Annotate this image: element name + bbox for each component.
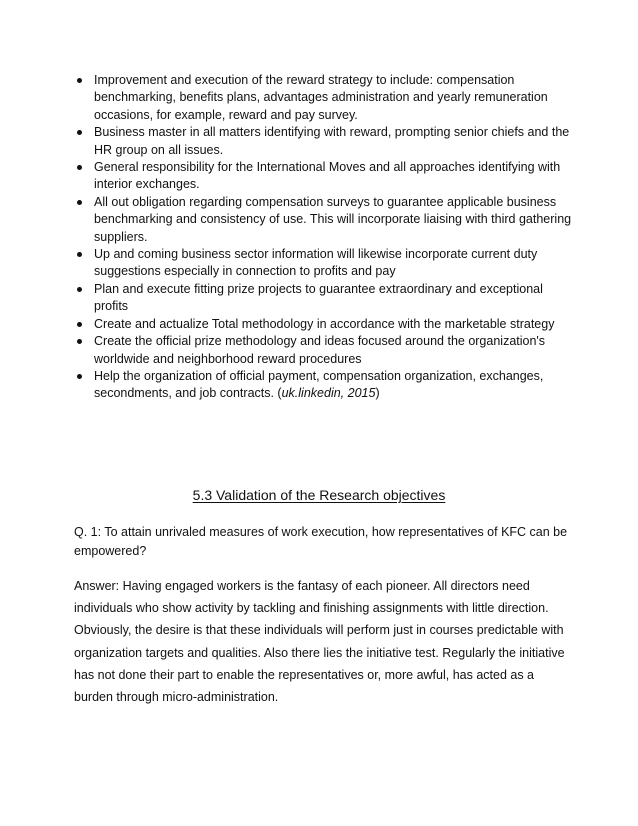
list-item (74, 368, 574, 403)
list-item: Plan and execute fitting prize projects to guarantee extraordinary and exceptional profits (74, 281, 574, 316)
list-item-text: Help the organization of official payment, compensation organization, exchanges, secondments, and job contracts. ( (94, 368, 544, 401)
list-item: General responsibility for the International Moves and all approaches identifying with interior exchanges. (74, 159, 574, 194)
list-item: Up and coming business sector information will likewise incorporate current duty suggestions especially in connection to profits and pay (74, 246, 574, 281)
section-heading-text: 5.3 Validation of the Research objectives (192, 487, 446, 503)
citation: uk.linkedin, 2015 (281, 386, 376, 401)
list-item: All out obligation regarding compensation surveys to guarantee applicable business benchmarking and consistency of use. This will incorporate liaising with third gathering suppliers. (74, 194, 574, 246)
citation-close: ) (375, 386, 380, 401)
question-paragraph: Q. 1: To attain unrivaled measures of work execution, how representatives of KFC can be empowered? (74, 525, 568, 558)
section-heading (0, 486, 638, 504)
list-item: Create the official prize methodology and ideas focused around the organization's worldwide and neighborhood reward procedures (74, 333, 574, 368)
list-item: Business master in all matters identifying with reward, prompting senior chiefs and the HR group on all issues. (74, 124, 574, 159)
list-item: Create and actualize Total methodology in accordance with the marketable strategy (74, 316, 574, 333)
responsibilities-list (74, 72, 574, 403)
answer-paragraph: Answer: Having engaged workers is the fantasy of each pioneer. All directors need individuals who show activity by tackling and finishing assignments with little direction. Obviously, the desire is that these individuals will perform just in courses predictable with organization targets and qualities. Also there lies the initiative test. Regularly the initiative has not done their part to enable the representatives or, more awful, has acted as a burden through micro-administration. (74, 579, 565, 705)
list-item: Improvement and execution of the reward strategy to include: compensation benchmarking, benefits plans, advantages administration and yearly remuneration occasions, for example, reward and pay survey. (74, 72, 574, 124)
